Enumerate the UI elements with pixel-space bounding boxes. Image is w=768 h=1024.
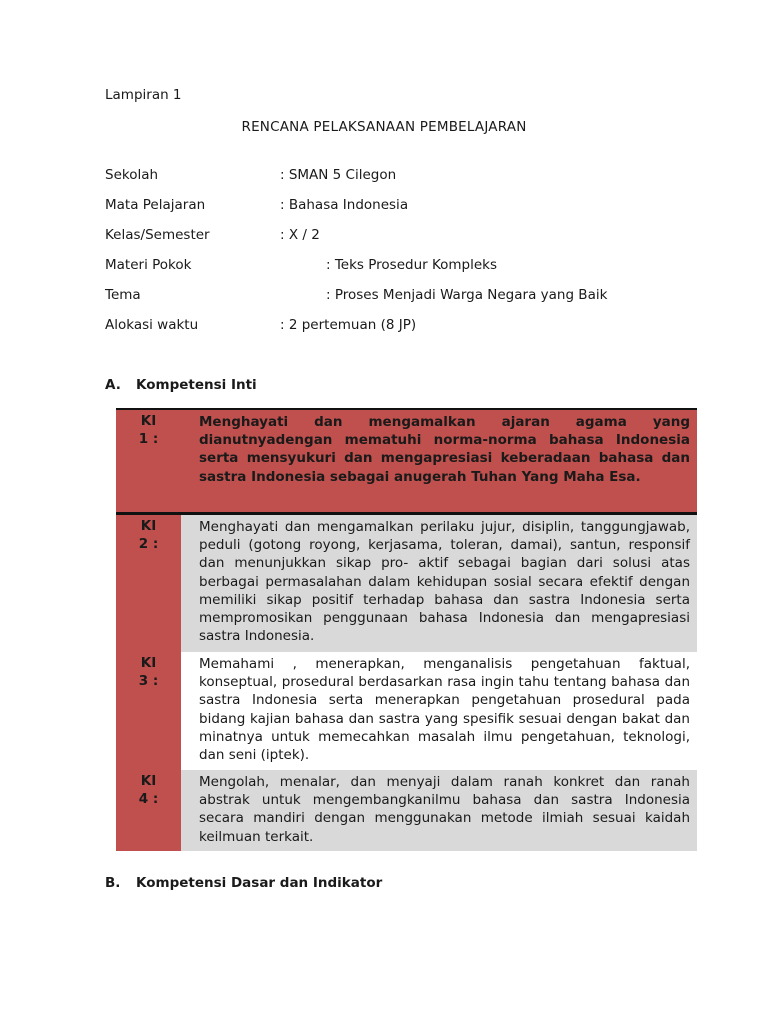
- section-number: B.: [105, 875, 121, 891]
- info-value: : Proses Menjadi Warga Negara yang Baik: [326, 287, 608, 303]
- info-label: Mata Pelajaran: [105, 197, 206, 213]
- info-value: : X / 2: [280, 227, 320, 243]
- info-value: : 2 pertemuan (8 JP): [280, 317, 417, 333]
- ki-text: Menghayati dan mengamalkan ajaran agama yang dianutnyadengan mematuhi norma-norma bahasa Indonesia serta mensyukuri dan mengapresiasi keberadaan bahasa dan sastra Indonesia sebagai anugerah Tuhan Yang Maha Esa.: [181, 410, 697, 512]
- info-label: Alokasi waktu: [105, 317, 199, 333]
- ki-label-code: KI: [140, 518, 157, 534]
- section-title: Kompetensi Dasar dan Indikator: [136, 875, 383, 891]
- ki-label-number: 4 :: [138, 791, 159, 807]
- info-label: Materi Pokok: [105, 257, 192, 273]
- ki-label-number: 2 :: [138, 536, 159, 552]
- ki-row-3: [116, 652, 697, 770]
- info-label: Kelas/Semester: [105, 227, 210, 243]
- lampiran-label: Lampiran 1: [105, 87, 182, 103]
- info-value: : SMAN 5 Cilegon: [280, 167, 397, 183]
- ki-label: [116, 770, 181, 851]
- ki-row-1: [116, 408, 697, 512]
- ki-label: [116, 410, 181, 512]
- ki-label: [116, 515, 181, 652]
- section-b-heading: [105, 875, 382, 891]
- ki-text: Mengolah, menalar, dan menyaji dalam ranah konkret dan ranah abstrak untuk mengembangkanilmu bahasa dan sastra Indonesia secara mandiri dengan menggunakan metode ilmiah sesuai kaidah keilmuan terkait.: [181, 770, 697, 851]
- section-a-heading: [105, 377, 257, 393]
- page-title: RENCANA PELAKSANAAN PEMBELAJARAN: [241, 119, 527, 135]
- ki-row-4: [116, 770, 697, 851]
- ki-text: Menghayati dan mengamalkan perilaku jujur, disiplin, tanggungjawab, peduli (gotong royong, kerjasama, toleran, damai), santun, responsif dan menunjukkan sikap pro- aktif sebagai bagian dari solusi atas berbagai permasalahan dalam kehidupan sosial secara efektif dengan memiliki sikap positif terhadap bahasa dan sastra Indonesia serta mempromosikan penggunaan bahasa Indonesia dan mengapresiasi sastra Indonesia.: [181, 515, 697, 652]
- ki-label-code: KI: [140, 773, 157, 789]
- kompetensi-inti-table: [116, 408, 697, 851]
- section-title: Kompetensi Inti: [136, 377, 257, 393]
- info-value: : Bahasa Indonesia: [280, 197, 409, 213]
- ki-text: Memahami , menerapkan, menganalisis pengetahuan faktual, konseptual, prosedural berdasarkan rasa ingin tahu tentang bahasa dan sastra Indonesia serta menerapkan pengetahuan prosedural pada bidang kajian bahasa dan sastra yang spesifik sesuai dengan bakat dan minatnya untuk memecahkan masalah ilmu pengetahuan, teknologi, dan seni (iptek).: [181, 652, 697, 770]
- ki-label: [116, 652, 181, 770]
- ki-label-code: KI: [140, 655, 157, 671]
- info-label: Sekolah: [105, 167, 159, 183]
- section-number: A.: [105, 377, 121, 393]
- ki-label-code: KI: [140, 413, 157, 429]
- info-value: : Teks Prosedur Kompleks: [326, 257, 498, 273]
- ki-label-number: 3 :: [138, 673, 159, 689]
- info-label: Tema: [105, 287, 141, 303]
- ki-label-number: 1 :: [138, 431, 159, 447]
- ki-row-2: [116, 512, 697, 652]
